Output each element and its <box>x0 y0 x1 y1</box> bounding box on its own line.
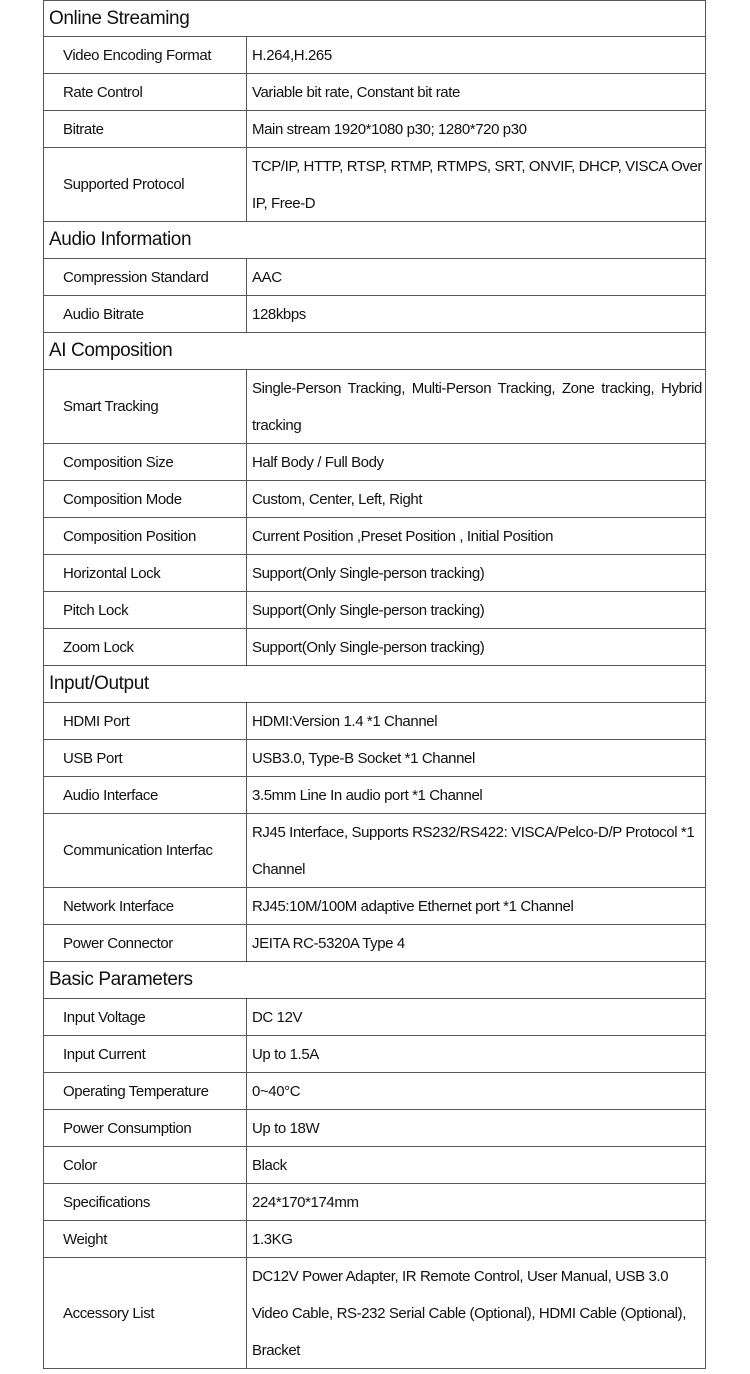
spec-label: Rate Control <box>44 74 247 110</box>
spec-value <box>247 629 705 665</box>
spec-value <box>247 1258 705 1368</box>
spec-value <box>247 1110 705 1146</box>
spec-value-text: Support(Only Single-person tracking) <box>252 638 485 656</box>
spec-value-text: RJ45:10M/100M adaptive Ethernet port *1 Channel <box>252 897 574 915</box>
spec-value-text: Black <box>252 1156 287 1174</box>
spec-value <box>247 703 705 739</box>
spec-row <box>43 148 706 222</box>
spec-label: USB Port <box>44 740 247 776</box>
spec-value-text: 224*170*174mm <box>252 1193 359 1211</box>
spec-value-text: Single-Person Tracking, Multi-Person Tracking, Zone tracking, Hybrid tracking <box>252 379 702 434</box>
spec-value <box>247 74 705 110</box>
spec-row <box>43 1221 706 1258</box>
spec-label: Communication Interfac <box>44 814 247 887</box>
spec-label: Composition Size <box>44 444 247 480</box>
spec-value <box>247 592 705 628</box>
spec-label: Power Connector <box>44 925 247 961</box>
spec-row <box>43 999 706 1036</box>
spec-value-text: H.264,H.265 <box>252 46 332 64</box>
spec-value <box>247 814 705 887</box>
spec-label: Horizontal Lock <box>44 555 247 591</box>
spec-label: Accessory List <box>44 1258 247 1368</box>
spec-label: Smart Tracking <box>44 370 247 443</box>
spec-value-text: Support(Only Single-person tracking) <box>252 601 485 619</box>
spec-label: Specifications <box>44 1184 247 1220</box>
section-title: Input/Output <box>43 666 706 703</box>
spec-label: Input Voltage <box>44 999 247 1035</box>
spec-value <box>247 444 705 480</box>
spec-label: Compression Standard <box>44 259 247 295</box>
spec-value-text: DC12V Power Adapter, IR Remote Control, User Manual, USB 3.0 Video Cable, RS-232 Serial Cable (Optional), HDMI Cable (Optional), Bracket <box>252 1267 686 1359</box>
spec-value-text: HDMI:Version 1.4 *1 Channel <box>252 712 438 730</box>
spec-row <box>43 518 706 555</box>
spec-row <box>43 444 706 481</box>
spec-value <box>247 1073 705 1109</box>
spec-row <box>43 777 706 814</box>
spec-value-text: DC 12V <box>252 1008 303 1026</box>
spec-label: Video Encoding Format <box>44 37 247 73</box>
spec-value <box>247 1221 705 1257</box>
spec-row <box>43 925 706 962</box>
section-title: AI Composition <box>43 333 706 370</box>
spec-value <box>247 1147 705 1183</box>
section-title: Audio Information <box>43 222 706 259</box>
spec-row <box>43 370 706 444</box>
spec-value-text: Up to 1.5A <box>252 1045 319 1063</box>
spec-label: Supported Protocol <box>44 148 247 221</box>
spec-table <box>43 0 706 1369</box>
spec-value <box>247 481 705 517</box>
spec-row <box>43 74 706 111</box>
spec-value-text: USB3.0, Type-B Socket *1 Channel <box>252 749 475 767</box>
spec-value-text: Variable bit rate, Constant bit rate <box>252 83 460 101</box>
spec-value-text: Up to 18W <box>252 1119 320 1137</box>
spec-row <box>43 1036 706 1073</box>
spec-value <box>247 777 705 813</box>
spec-value-text: 1.3KG <box>252 1230 293 1248</box>
spec-value-text: TCP/IP, HTTP, RTSP, RTMP, RTMPS, SRT, ONVIF, DHCP, VISCA Over IP, Free-D <box>252 157 702 212</box>
spec-value-text: Main stream 1920*1080 p30; 1280*720 p30 <box>252 120 527 138</box>
spec-label: HDMI Port <box>44 703 247 739</box>
spec-row <box>43 629 706 666</box>
section-title: Online Streaming <box>43 0 706 37</box>
spec-value <box>247 111 705 147</box>
spec-label: Composition Mode <box>44 481 247 517</box>
spec-row <box>43 703 706 740</box>
spec-row <box>43 1073 706 1110</box>
spec-value <box>247 1184 705 1220</box>
spec-row <box>43 296 706 333</box>
spec-label: Zoom Lock <box>44 629 247 665</box>
spec-label: Bitrate <box>44 111 247 147</box>
spec-row <box>43 1184 706 1221</box>
spec-row <box>43 481 706 518</box>
spec-value-text: 128kbps <box>252 305 306 323</box>
spec-value <box>247 925 705 961</box>
spec-label: Weight <box>44 1221 247 1257</box>
spec-row <box>43 555 706 592</box>
spec-row <box>43 111 706 148</box>
spec-value <box>247 148 705 221</box>
spec-value-text: 0~40°C <box>252 1082 301 1100</box>
spec-value-text: Support(Only Single-person tracking) <box>252 564 485 582</box>
spec-value <box>247 518 705 554</box>
spec-value-text: Custom, Center, Left, Right <box>252 490 423 508</box>
spec-row <box>43 259 706 296</box>
spec-row <box>43 1258 706 1369</box>
spec-value <box>247 555 705 591</box>
spec-value <box>247 1036 705 1072</box>
spec-row <box>43 814 706 888</box>
spec-label: Audio Interface <box>44 777 247 813</box>
spec-value-text: 3.5mm Line In audio port *1 Channel <box>252 786 483 804</box>
spec-value <box>247 259 705 295</box>
spec-label: Composition Position <box>44 518 247 554</box>
spec-label: Network Interface <box>44 888 247 924</box>
spec-value <box>247 37 705 73</box>
spec-row <box>43 740 706 777</box>
spec-value-text: Half Body / Full Body <box>252 453 384 471</box>
spec-value <box>247 370 705 443</box>
spec-label: Power Consumption <box>44 1110 247 1146</box>
spec-value <box>247 888 705 924</box>
spec-row <box>43 888 706 925</box>
spec-row <box>43 37 706 74</box>
spec-label: Audio Bitrate <box>44 296 247 332</box>
spec-value-text: Current Position ,Preset Position , Initial Position <box>252 527 554 545</box>
spec-row <box>43 1110 706 1147</box>
spec-value-text: AAC <box>252 268 282 286</box>
spec-value <box>247 296 705 332</box>
section-title: Basic Parameters <box>43 962 706 999</box>
spec-value <box>247 999 705 1035</box>
spec-value-text: JEITA RC-5320A Type 4 <box>252 934 405 952</box>
spec-label: Operating Temperature <box>44 1073 247 1109</box>
spec-label: Color <box>44 1147 247 1183</box>
spec-value <box>247 740 705 776</box>
spec-value-text: RJ45 Interface, Supports RS232/RS422: VISCA/Pelco-D/P Protocol *1 Channel <box>252 823 695 878</box>
spec-label: Pitch Lock <box>44 592 247 628</box>
spec-row <box>43 1147 706 1184</box>
spec-row <box>43 592 706 629</box>
spec-label: Input Current <box>44 1036 247 1072</box>
